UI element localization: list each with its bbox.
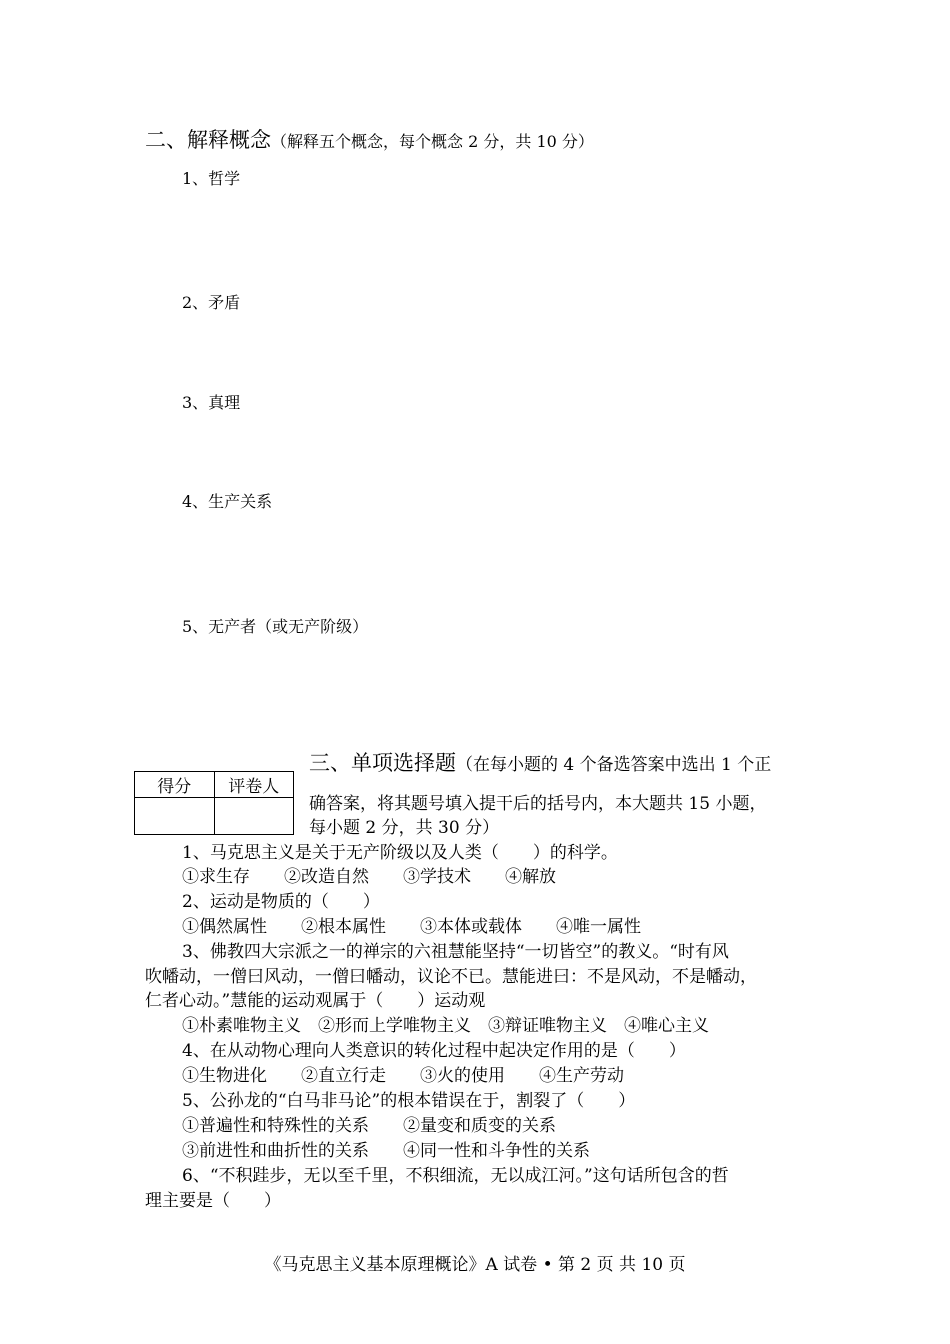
section-3-note-line-3: 每小题 2 分，共 30 分）	[309, 818, 500, 838]
question-6-line-1: 6、“不积跬步，无以至千里，不积细流，无以成江河。”这句话所包含的哲	[182, 1166, 729, 1186]
section-3-note-line-2: 确答案，将其题号填入提干后的括号内，本大题共 15 小题，	[309, 794, 767, 814]
question-3-line-1: 3、佛教四大宗派之一的禅宗的六祖慧能坚持“一切皆空”的教义。“时有风	[182, 942, 729, 962]
question-3-options: ①朴素唯物主义 ②形而上学唯物主义 ③辩证唯物主义 ④唯心主义	[182, 1016, 709, 1036]
concept-item-truth: 3、真理	[182, 393, 241, 412]
question-4: 4、在从动物心理向人类意识的转化过程中起决定作用的是（ ）	[182, 1041, 686, 1061]
question-6-line-2: 理主要是（ ）	[145, 1191, 281, 1211]
question-1-options: ①求生存 ②改造自然 ③学技术 ④解放	[182, 867, 556, 887]
question-5-options-line-1: ①普遍性和特殊性的关系 ②量变和质变的关系	[182, 1116, 556, 1136]
question-5: 5、公孙龙的“白马非马论”的根本错误在于，割裂了（ ）	[182, 1091, 636, 1111]
grader-cell[interactable]	[214, 798, 294, 835]
grader-header: 评卷人	[214, 772, 294, 798]
section-2-note: （解释五个概念，每个概念 2 分，共 10 分）	[271, 132, 594, 151]
concept-item-relations-of-production: 4、生产关系	[182, 492, 273, 511]
section-3-header	[309, 747, 771, 777]
question-5-options-line-2: ③前进性和曲折性的关系 ④同一性和斗争性的关系	[182, 1141, 590, 1161]
concept-item-contradiction: 2、矛盾	[182, 293, 241, 312]
page-footer: 《马克思主义基本原理概论》A 试卷 • 第 2 页 共 10 页	[264, 1255, 686, 1275]
question-2-options: ①偶然属性 ②根本属性 ③本体或载体 ④唯一属性	[182, 917, 641, 937]
score-header: 得分	[135, 772, 215, 798]
question-3-line-3: 仁者心动。”慧能的运动观属于（ ）运动观	[145, 991, 486, 1011]
concept-item-philosophy: 1、哲学	[182, 169, 241, 188]
section-3-note-line-1: （在每小题的 4 个备选答案中选出 1 个正	[456, 755, 772, 775]
question-2: 2、运动是物质的（ ）	[182, 892, 380, 912]
question-1: 1、马克思主义是关于无产阶级以及人类（ ）的科学。	[182, 843, 618, 863]
section-2-header	[145, 124, 594, 154]
score-cell[interactable]	[135, 798, 215, 835]
question-3-line-2: 吹幡动，一僧曰风动，一僧曰幡动，议论不已。慧能进曰：不是风动，不是幡动，	[145, 967, 757, 987]
score-table	[134, 771, 294, 835]
concept-item-proletarian: 5、无产者（或无产阶级）	[182, 617, 369, 636]
section-2-title: 二、解释概念	[145, 128, 271, 152]
section-3-title: 三、单项选择题	[309, 751, 456, 775]
question-4-options: ①生物进化 ②直立行走 ③火的使用 ④生产劳动	[182, 1066, 624, 1086]
